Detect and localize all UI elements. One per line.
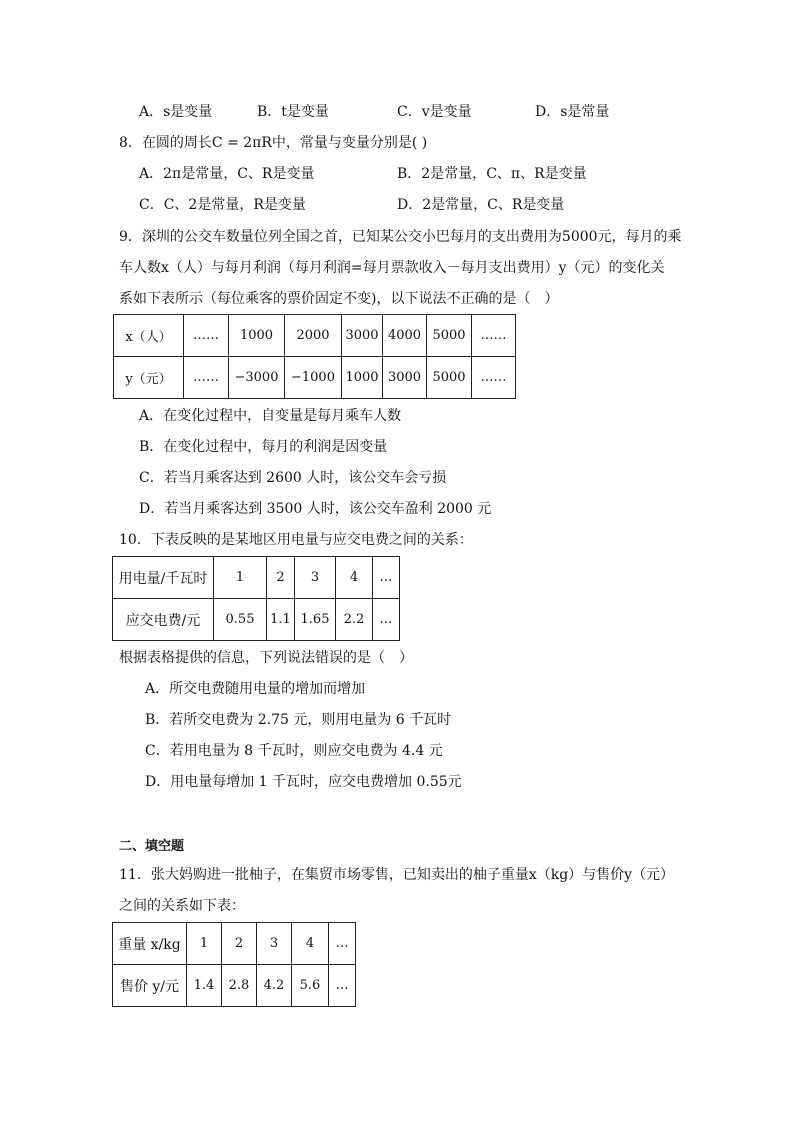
table-cell: 1.4 — [187, 965, 222, 1007]
q7-option-b: B．t是变量 — [257, 104, 329, 120]
table-cell: 4000 — [383, 315, 427, 357]
q9-option-c: C．若当月乘客达到 2600 人时，该公交车会亏损 — [139, 470, 447, 486]
table-cell: 3000 — [383, 357, 427, 399]
q9-option-d: D．若当月乘客达到 3500 人时，该公交车盈利 2000 元 — [139, 501, 492, 517]
table-cell: 1 — [214, 557, 267, 599]
q8-option-d: D．2是常量，C、R是变量 — [397, 197, 565, 213]
q7-option-c: C．v是变量 — [397, 104, 472, 120]
table-cell: 4.2 — [257, 965, 292, 1007]
q7-option-a: A．s是变量 — [139, 104, 213, 120]
table-cell: 4 — [292, 923, 329, 965]
q9-table-row-y — [114, 357, 516, 399]
table-cell: … — [373, 557, 400, 599]
q10-table — [112, 556, 400, 641]
table-cell: 2 — [222, 923, 257, 965]
table-cell: 1.1 — [267, 599, 295, 641]
table-cell: 用电量/千瓦时 — [113, 557, 214, 599]
q10-question: 根据表格提供的信息，下列说法错误的是（ ） — [119, 650, 413, 666]
q9-option-b: B．在变化过程中，每月的利润是因变量 — [139, 439, 388, 455]
table-cell: 0.55 — [214, 599, 267, 641]
table-cell: 1000 — [229, 315, 285, 357]
table-cell: 2.8 — [222, 965, 257, 1007]
q10-option-a: A．所交电费随用电量的增加而增加 — [145, 681, 366, 697]
q10-option-b: B．若所交电费为 2.75 元，则用电量为 6 千瓦时 — [145, 712, 452, 728]
q10-option-c: C．若用电量为 8 千瓦时，则应交电费为 4.4 元 — [145, 743, 443, 759]
q9-table-row-x — [114, 315, 516, 357]
q11-table — [112, 922, 356, 1007]
q11-table-row-weight — [113, 923, 356, 965]
table-cell: y（元） — [114, 357, 184, 399]
q11-stem-line-1: 11．张大妈购进一批柚子，在集贸市场零售，已知卖出的柚子重量x（kg）与售价y（元） — [119, 867, 675, 883]
q10-option-d: D．用电量每增加 1 千瓦时，应交电费增加 0.55元 — [145, 774, 462, 790]
q9-stem-line-1: 9．深圳的公交车数量位列全国之首，已知某公交小巴每月的支出费用为5000元，每月的乘 — [119, 229, 682, 245]
table-cell: … — [329, 923, 356, 965]
table-cell: 5000 — [427, 357, 472, 399]
table-cell: 3000 — [342, 315, 383, 357]
table-cell: 2 — [267, 557, 295, 599]
table-cell: 3 — [257, 923, 292, 965]
table-cell: 1000 — [342, 357, 383, 399]
q9-stem-line-2: 车人数x（人）与每月利润（每月利润=每月票款收入－每月支出费用）y（元）的变化关 — [119, 260, 665, 276]
table-cell: 5.6 — [292, 965, 329, 1007]
q10-stem: 10．下表反映的是某地区用电量与应交电费之间的关系： — [119, 532, 473, 548]
q9-stem-line-3: 系如下表所示（每位乘客的票价固定不变)，以下说法不正确的是（ ） — [119, 291, 559, 307]
q7-option-d: D．s是常量 — [535, 104, 610, 120]
table-cell: … — [329, 965, 356, 1007]
table-cell: 1 — [187, 923, 222, 965]
q11-stem-line-2: 之间的关系如下表： — [119, 898, 245, 914]
q10-table-row-usage — [113, 557, 400, 599]
table-cell: 1.65 — [295, 599, 336, 641]
table-cell: …… — [472, 357, 516, 399]
table-cell: 4 — [336, 557, 373, 599]
table-cell: −3000 — [229, 357, 285, 399]
table-cell: 2.2 — [336, 599, 373, 641]
table-cell: x（人） — [114, 315, 184, 357]
table-cell: …… — [472, 315, 516, 357]
table-cell: …… — [184, 315, 229, 357]
q9-table — [113, 314, 516, 399]
section-title: 二、填空题 — [119, 839, 185, 854]
table-cell: 5000 — [427, 315, 472, 357]
table-cell: 2000 — [285, 315, 342, 357]
q8-option-a: A．2π是常量，C、R是变量 — [139, 166, 315, 182]
table-cell: −1000 — [285, 357, 342, 399]
q8-stem: 8．在圆的周长C = 2πR中，常量与变量分别是( ) — [119, 135, 428, 151]
table-cell: 应交电费/元 — [113, 599, 214, 641]
table-cell: 售价 y/元 — [113, 965, 187, 1007]
table-cell: … — [373, 599, 400, 641]
q9-option-a: A．在变化过程中，自变量是每月乘车人数 — [139, 408, 402, 424]
q8-option-c: C．C、2是常量，R是变量 — [139, 197, 306, 213]
table-cell: 重量 x/kg — [113, 923, 187, 965]
table-cell: 3 — [295, 557, 336, 599]
q11-table-row-price — [113, 965, 356, 1007]
q10-table-row-fee — [113, 599, 400, 641]
q8-option-b: B．2是常量，C、π、R是变量 — [397, 166, 587, 182]
table-cell: …… — [184, 357, 229, 399]
